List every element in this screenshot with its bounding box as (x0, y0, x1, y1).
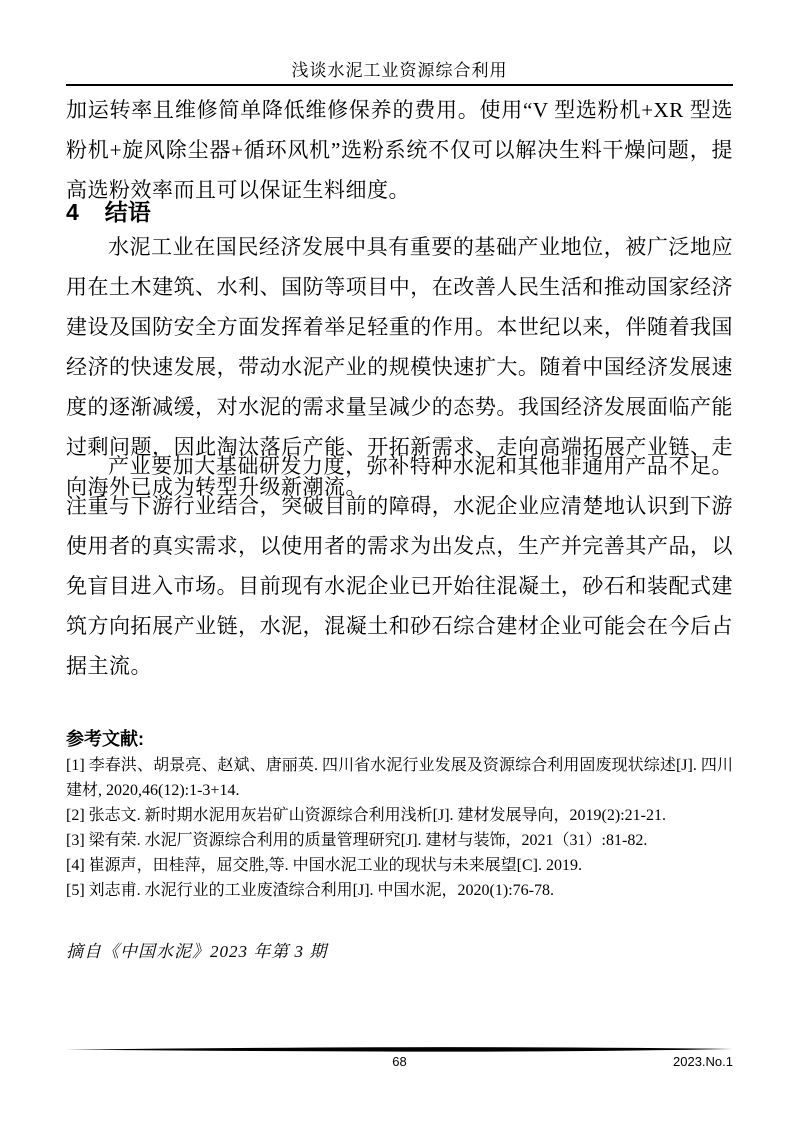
references-list (66, 753, 733, 903)
page-footer (66, 1054, 733, 1074)
running-header-title: 浅谈水泥工业资源综合利用 (291, 61, 508, 80)
source-note: 摘自《中国水泥》2023 年第 3 期 (66, 942, 328, 961)
header-rule (66, 84, 733, 86)
references-heading: 参考文献: (66, 729, 144, 749)
section-heading (66, 194, 733, 227)
footer-rule (66, 1046, 733, 1053)
section-title: 结语 (104, 199, 151, 225)
reference-item-3: [3] 梁有荣. 水泥厂资源综合利用的质量管理研究[J]. 建材与装饰，2021（31）:81-82. (66, 832, 648, 849)
section-number: 4 (66, 199, 79, 225)
paragraph-conclusion-1: 水泥工业在国民经济发展中具有重要的基础产业地位，被广泛地应用在土木建筑、水利、国防等项目中，在改善人民生活和推动国家经济建设及国防安全方面发挥着举足轻重的作用。本世纪以来，伴随着我国经济的快速发展，带动水泥产业的规模快速扩大。随着中国经济发展速度的逐渐减缓，对水泥的需求量呈减少的态势。我国经济发展面临产能过剩问题，因此淘汰落后产能、开拓新需求、走向高端拓展产业链、走向海外已成为转型升级新潮流。 (66, 235, 733, 499)
page-number: 68 (392, 1054, 407, 1069)
reference-item-4: [4] 崔源声，田桂萍，屈交胜,等. 中国水泥工业的现状与未来展望[C]. 2019. (66, 857, 582, 874)
paragraph-continuation: 加运转率且维修简单降低维修保养的费用。使用“V 型选粉机+XR 型选粉机+旋风除尘器+循环风机”选粉系统不仅可以解决生料干燥问题，提高选粉效率而且可以保证生料细度。 (66, 98, 733, 202)
issue-label: 2023.No.1 (673, 1054, 733, 1069)
reference-item-5: [5] 刘志甫. 水泥行业的工业废渣综合利用[J]. 中国水泥，2020(1):76-78. (66, 882, 554, 899)
paragraph-conclusion-2: 产业要加大基础研发力度，弥补特种水泥和其他非通用产品不足。注重与下游行业结合，突破目前的障碍，水泥企业应清楚地认识到下游使用者的真实需求，以使用者的需求为出发点，生产并完善其产品，以免盲目进入市场。目前现有水泥企业已开始往混凝土，砂石和装配式建筑方向拓展产业链，水泥，混凝土和砂石综合建材企业可能会在今后占据主流。 (66, 454, 733, 678)
reference-item-2: [2] 张志文. 新时期水泥用灰岩矿山资源综合利用浅析[J]. 建材发展导向，2019(2):21-21. (66, 807, 666, 824)
reference-item-1: [1] 李春洪、胡景亮、赵斌、唐丽英. 四川省水泥行业发展及资源综合利用固废现状综述[J]. 四川建材, 2020,46(12):1-3+14. (66, 757, 733, 799)
running-header (66, 56, 733, 81)
